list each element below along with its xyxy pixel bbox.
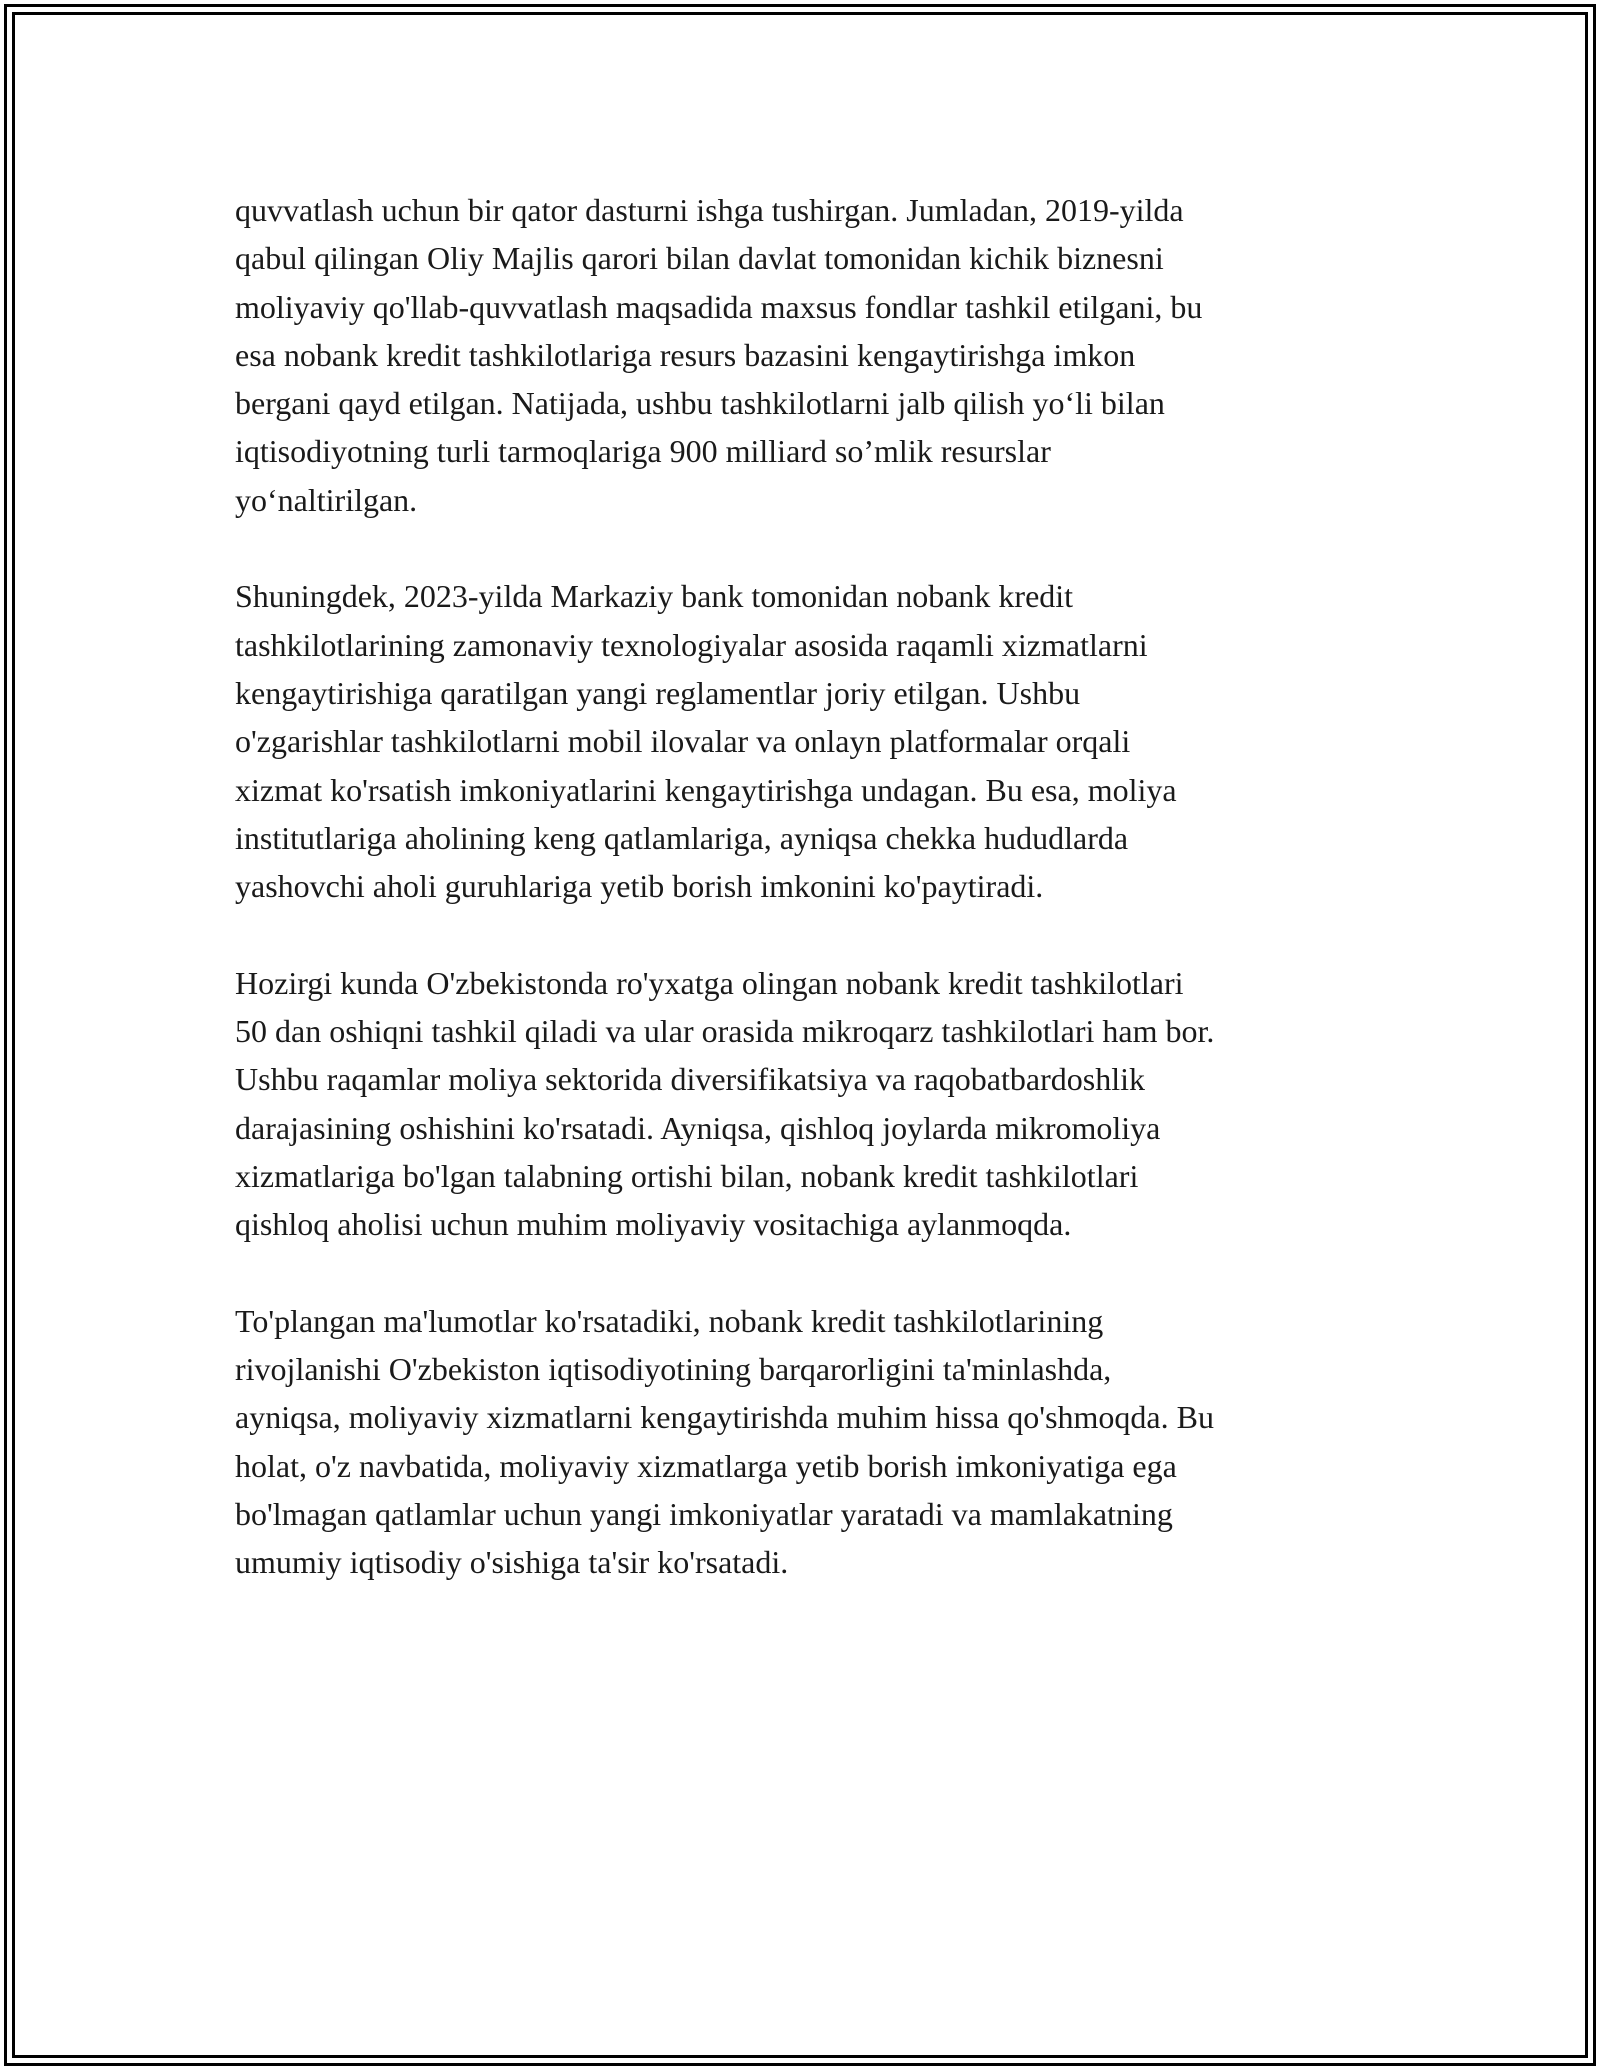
document-body xyxy=(235,186,1365,1635)
paragraph-4: To'plangan ma'lumotlar ko'rsatadiki, nobank kredit tashkilotlarining rivojlanishi O'zbekiston iqtisodiyotining barqarorligini ta'minlashda, ayniqsa, moliyaviy xizmatlarni kengaytirishda muhim hissa qo'shmoqda. Bu holat, o'z navbatida, moliyaviy xizmatlarga yetib borish imkoniyatiga ega bo'lmagan qatlamlar uchun yangi imkoniyatlar yaratadi va mamlakatning umumiy iqtisodiy o'sishiga ta'sir ko'rsatadi. xyxy=(235,1302,1214,1581)
paragraph-3: Hozirgi kunda O'zbekistonda ro'yxatga olingan nobank kredit tashkilotlari 50 dan oshiqni tashkil qiladi va ular orasida mikroqarz tashkilotlari ham bor. Ushbu raqamlar moliya sektorida diversifikatsiya va raqobatbardoshlik darajasining oshishini ko'rsatadi. Ayniqsa, qishloq joylarda mikromoliya xizmatlariga bo'lgan talabning ortishi bilan, nobank kredit tashkilotlari qishloq aholisi uchun muhim moliyaviy vositachiga aylanmoqda. xyxy=(235,964,1215,1243)
paragraph-2: Shuningdek, 2023-yilda Markaziy bank tomonidan nobank kredit tashkilotlarining zamonaviy texnologiyalar asosida raqamli xizmatlarni kengaytirishiga qaratilgan yangi reglamentlar joriy etilgan. Ushbu o'zgarishlar tashkilotlarni mobil ilovalar va onlayn platformalar orqali xizmat ko'rsatish imkoniyatlarini kengaytirishga undagan. Bu esa, moliya institutlariga aholining keng qatlamlariga, ayniqsa chekka hududlarda yashovchi aholi guruhlariga yetib borish imkonini ko'paytiradi. xyxy=(235,578,1177,905)
paragraph-1: quvvatlash uchun bir qator dasturni ishga tushirgan. Jumladan, 2019-yilda qabul qilingan Oliy Majlis qarori bilan davlat tomonidan kichik biznesni moliyaviy qo'llab-quvvatlash maqsadida maxsus fondlar tashkil etilgani, bu esa nobank kredit tashkilotlariga resurs bazasini kengaytirishga imkon bergani qayd etilgan. Natijada, ushbu tashkilotlarni jalb qilish yo‘li bilan iqtisodiyotning turli tarmoqlariga 900 milliard so’mlik resurslar yo‘naltirilgan. xyxy=(235,192,1203,518)
